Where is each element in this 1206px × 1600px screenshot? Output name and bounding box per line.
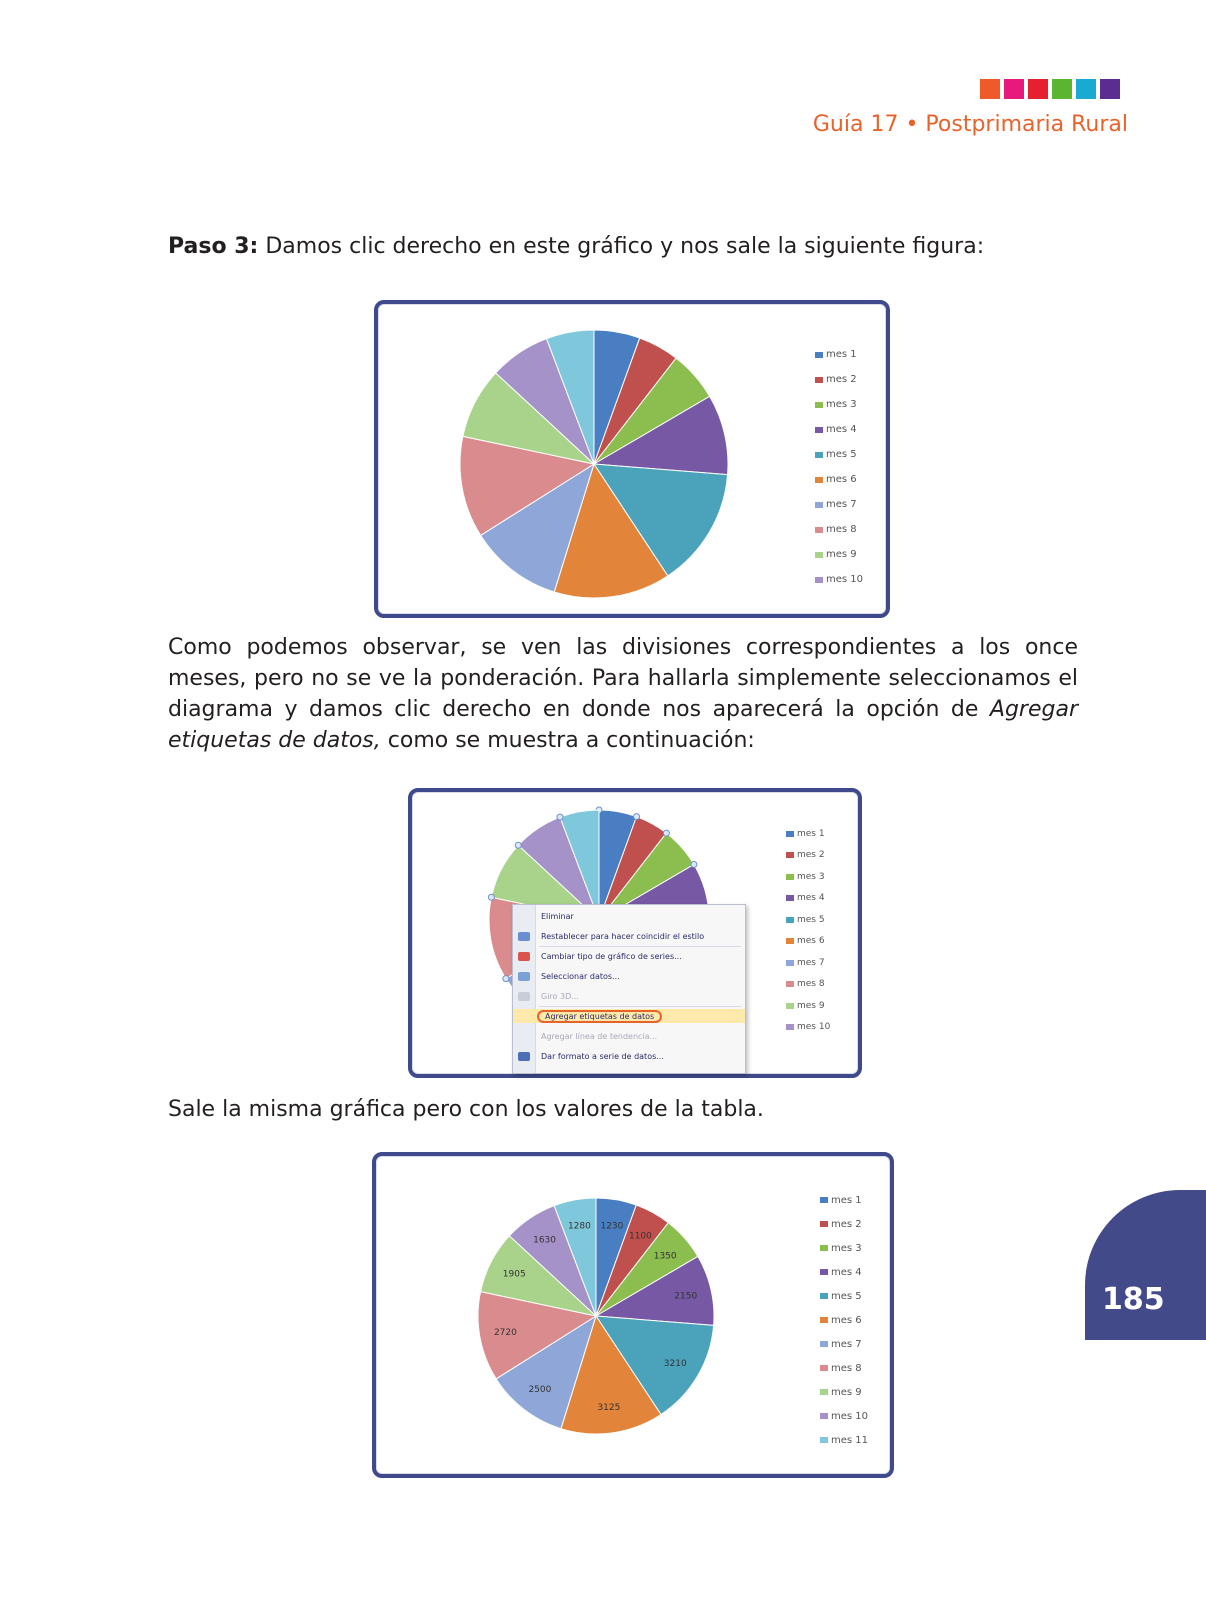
legend-swatch <box>815 502 823 508</box>
menu-item-label: Dar formato a serie de datos... <box>541 1051 664 1061</box>
context-menu-item[interactable] <box>513 969 745 983</box>
legend-swatch <box>815 552 823 558</box>
data-label-mes-7: 2500 <box>528 1384 552 1395</box>
data-label-mes-4: 2150 <box>674 1291 698 1302</box>
legend-label: mes 10 <box>831 1410 869 1422</box>
data-label-mes-9: 1905 <box>502 1269 526 1280</box>
context-menu-item[interactable] <box>513 909 745 923</box>
legend-item <box>820 1212 868 1236</box>
legend-swatch <box>815 577 823 583</box>
legend-label: mes 4 <box>797 893 825 904</box>
legend-label: mes 2 <box>831 1218 862 1230</box>
context-menu-item[interactable] <box>513 1049 745 1063</box>
data-label-mes-2: 1100 <box>628 1231 652 1242</box>
legend-item <box>820 1188 868 1212</box>
color-square <box>1052 79 1072 99</box>
legend-swatch <box>820 1245 828 1251</box>
legend-item <box>820 1284 868 1308</box>
menu-separator <box>539 946 741 947</box>
paragraph-text-after: como se muestra a continuación: <box>380 728 755 753</box>
legend-item <box>815 367 863 392</box>
legend-label: mes 8 <box>831 1362 862 1374</box>
menu-item-label: Eliminar <box>541 911 574 921</box>
selection-handle[interactable] <box>557 814 563 820</box>
legend-label: mes 9 <box>797 1000 825 1011</box>
color-squares <box>980 79 1120 99</box>
legend-label: mes 6 <box>797 936 825 947</box>
legend-label: mes 9 <box>826 549 857 560</box>
legend-swatch <box>815 452 823 458</box>
legend-item <box>815 492 863 517</box>
legend-item <box>786 931 830 953</box>
pie-chart-3 <box>376 1156 890 1474</box>
context-menu <box>512 904 746 1074</box>
legend-label: mes 1 <box>826 349 857 360</box>
data-label-mes-11: 1280 <box>567 1221 591 1232</box>
legend-item <box>786 866 830 888</box>
legend-label: mes 7 <box>826 499 857 510</box>
legend-swatch <box>786 981 794 987</box>
legend-item <box>786 845 830 867</box>
legend-label: mes 4 <box>826 424 857 435</box>
legend-item <box>786 974 830 996</box>
menu-item-label: Cambiar tipo de gráfico de series... <box>541 951 682 961</box>
legend-swatch <box>786 874 794 880</box>
data-label-mes-6: 3125 <box>597 1403 621 1414</box>
data-label-mes-10: 1630 <box>533 1235 557 1246</box>
legend-swatch <box>815 477 823 483</box>
guide-title: Guía 17 • Postprimaria Rural <box>812 112 1128 137</box>
menu-item-icon <box>518 992 530 1001</box>
step-text: Damos clic derecho en este gráfico y nos sale la siguiente figura: <box>258 234 985 259</box>
legend-label: mes 3 <box>831 1242 862 1254</box>
menu-item-label: Agregar etiquetas de datos <box>537 1010 662 1023</box>
legend-swatch <box>820 1389 828 1395</box>
selection-handle[interactable] <box>515 842 521 848</box>
menu-item-icon <box>518 1012 530 1021</box>
legend-item <box>820 1356 868 1380</box>
legend-label: mes 5 <box>831 1290 862 1302</box>
legend-swatch <box>815 352 823 358</box>
legend-swatch <box>786 1003 794 1009</box>
legend-swatch <box>815 377 823 383</box>
menu-item-label: Agregar línea de tendencia... <box>541 1031 658 1041</box>
legend-swatch <box>786 895 794 901</box>
menu-item-icon <box>518 972 530 981</box>
legend-swatch <box>820 1197 828 1203</box>
selection-handle[interactable] <box>663 830 669 836</box>
legend-item <box>815 517 863 542</box>
legend-label: mes 6 <box>831 1314 862 1326</box>
data-label-mes-5: 3210 <box>663 1358 687 1369</box>
result-sentence: Sale la misma gráfica pero con los valores de la tabla. <box>168 1097 764 1122</box>
color-square <box>1076 79 1096 99</box>
legend-swatch <box>786 852 794 858</box>
selection-handle[interactable] <box>691 861 697 867</box>
legend-label: mes 1 <box>797 828 825 839</box>
selection-handle[interactable] <box>634 814 640 820</box>
paragraph-text-before: Como podemos observar, se ven las divisiones correspondientes a los once meses, pero no se ve la ponderación. Para hallarla simplemente seleccionamos el diagrama y damos clic derecho en donde nos aparecerá la opción de <box>168 635 1078 722</box>
legend-label: mes 10 <box>797 1022 831 1033</box>
legend-item <box>820 1380 868 1404</box>
legend-swatch <box>820 1341 828 1347</box>
legend-label: mes 3 <box>826 399 857 410</box>
legend-swatch <box>815 527 823 533</box>
legend-item <box>786 823 830 845</box>
legend-item <box>820 1332 868 1356</box>
context-menu-item[interactable] <box>513 929 745 943</box>
legend-item <box>815 542 863 567</box>
legend-swatch <box>820 1365 828 1371</box>
legend-item <box>815 567 863 592</box>
legend-item <box>786 909 830 931</box>
menu-separator <box>539 1006 741 1007</box>
legend-swatch <box>820 1293 828 1299</box>
legend-label: mes 2 <box>826 374 857 385</box>
step-instruction <box>168 234 984 259</box>
legend-item <box>815 342 863 367</box>
context-menu-item[interactable] <box>513 1009 745 1023</box>
pie-chart-frame-1 <box>374 300 890 618</box>
legend-item <box>786 888 830 910</box>
data-label-mes-8: 2720 <box>493 1328 517 1339</box>
selection-handle[interactable] <box>488 894 494 900</box>
legend-item <box>820 1404 868 1428</box>
menu-item-label: Restablecer para hacer coincidir el estilo <box>541 931 705 941</box>
legend-label: mes 4 <box>831 1266 862 1278</box>
menu-item-icon <box>518 932 530 941</box>
legend-item <box>815 392 863 417</box>
legend-label: mes 6 <box>826 474 857 485</box>
legend-label: mes 9 <box>831 1386 862 1398</box>
legend-item <box>820 1236 868 1260</box>
legend-item <box>820 1308 868 1332</box>
color-square <box>980 79 1000 99</box>
legend-item <box>815 467 863 492</box>
legend-label: mes 8 <box>826 524 857 535</box>
paragraph-italic: Agregar etiquetas de datos, <box>168 697 1078 753</box>
menu-item-icon <box>518 912 530 921</box>
menu-item-icon <box>518 1032 530 1041</box>
selection-handle[interactable] <box>503 976 509 982</box>
legend-item <box>786 995 830 1017</box>
legend-item <box>786 952 830 974</box>
chart-legend-2 <box>786 823 830 1038</box>
pie-chart-frame-2 <box>408 788 862 1078</box>
legend-label: mes 5 <box>826 449 857 460</box>
legend-swatch <box>820 1413 828 1419</box>
chart-legend-1 <box>815 342 863 592</box>
legend-swatch <box>820 1221 828 1227</box>
legend-item <box>815 442 863 467</box>
context-menu-item <box>513 1029 745 1043</box>
color-square <box>1100 79 1120 99</box>
legend-label: mes 5 <box>797 914 825 925</box>
explanation-paragraph <box>168 632 1078 756</box>
pie-chart-1 <box>378 304 886 614</box>
page-number: 185 <box>1102 1282 1165 1317</box>
menu-item-icon <box>518 1052 530 1061</box>
legend-swatch <box>820 1317 828 1323</box>
legend-label: mes 10 <box>826 574 864 585</box>
legend-swatch <box>786 1024 794 1030</box>
pie-chart-frame-3 <box>372 1152 894 1478</box>
color-square <box>1028 79 1048 99</box>
menu-item-icon <box>518 952 530 961</box>
legend-label: mes 7 <box>831 1338 862 1350</box>
legend-swatch <box>820 1269 828 1275</box>
data-label-mes-3: 1350 <box>653 1251 677 1262</box>
legend-label: mes 7 <box>797 957 825 968</box>
step-label: Paso 3: <box>168 234 259 259</box>
legend-label: mes 3 <box>797 871 825 882</box>
menu-item-label: Seleccionar datos... <box>541 971 620 981</box>
legend-item <box>820 1428 868 1452</box>
legend-swatch <box>815 402 823 408</box>
color-square <box>1004 79 1024 99</box>
chart-legend-3 <box>820 1188 868 1452</box>
context-menu-item <box>513 989 745 1003</box>
menu-item-label: Giro 3D... <box>541 991 579 1001</box>
legend-label: mes 8 <box>797 979 825 990</box>
legend-item <box>815 417 863 442</box>
legend-swatch <box>786 938 794 944</box>
context-menu-item[interactable] <box>513 949 745 963</box>
legend-label: mes 2 <box>797 850 825 861</box>
legend-swatch <box>820 1437 828 1443</box>
legend-swatch <box>786 960 794 966</box>
legend-label: mes 1 <box>831 1194 862 1206</box>
legend-swatch <box>786 831 794 837</box>
legend-item <box>820 1260 868 1284</box>
legend-swatch <box>815 427 823 433</box>
legend-label: mes 11 <box>831 1434 869 1446</box>
legend-swatch <box>786 917 794 923</box>
data-label-mes-1: 1230 <box>600 1221 624 1232</box>
legend-item <box>786 1017 830 1039</box>
page-number-badge <box>1085 1190 1206 1340</box>
